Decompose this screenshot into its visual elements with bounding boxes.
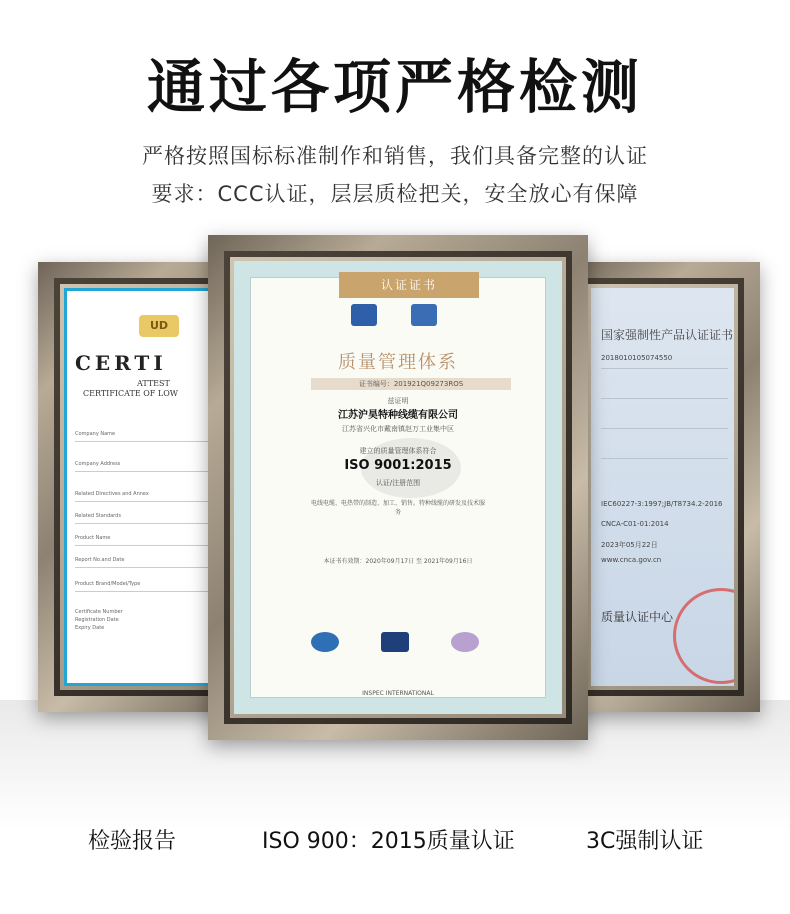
- divider: [601, 368, 728, 369]
- report-row: Company Name: [75, 431, 116, 437]
- certificate-conformity: 建立的质量管理体系符合: [359, 447, 437, 455]
- certificate-footer: INSPEC INTERNATIONAL: [362, 690, 434, 697]
- divider: [601, 458, 728, 459]
- frame-inner-moulding: [587, 284, 738, 690]
- divider: [75, 567, 225, 568]
- caption-ccc-certification: 3C强制认证: [586, 829, 704, 854]
- frame-moulding: [224, 251, 572, 724]
- divider: [75, 591, 225, 592]
- iso-certificate-document: [234, 261, 562, 714]
- frame-moulding: [581, 278, 744, 696]
- certificate-standard: ISO 9001:2015: [344, 458, 452, 473]
- ccc-rule: CNCA-C01-01:2014: [601, 520, 669, 528]
- ukas-badge-icon: [381, 632, 409, 652]
- ccc-number: 2018010105074550: [601, 354, 673, 362]
- certificate-ribbon: 认证证书: [339, 272, 479, 298]
- certificate-title: 质量管理体系: [338, 352, 458, 373]
- certificate-company: 江苏沪昊特种线缆有限公司: [338, 410, 458, 421]
- ccc-certificate-frame: [565, 262, 760, 712]
- caption-iso-certification: ISO 900：2015质量认证: [262, 829, 515, 854]
- report-subtitle: CERTIFICATE OF LOW: [83, 389, 178, 398]
- divider: [75, 523, 225, 524]
- certificate-scope: 电线电缆、电热带的制造、加工、销售。特种线缆的研发及技术服务: [311, 500, 486, 516]
- certificate-address: 江苏省兴化市戴南镇赵万工业集中区: [342, 425, 454, 433]
- iaf-logo-icon: [311, 632, 339, 652]
- divider: [75, 501, 225, 502]
- subheadline-line2: 要求：CCC认证，层层质检把关，安全放心有保障: [151, 182, 639, 206]
- certificate-validity: 本证书有效期：2020年09月17日 至 2021年09月16日: [323, 558, 473, 565]
- report-row: Expiry Date: [75, 625, 105, 631]
- report-title: CERTI: [75, 351, 167, 375]
- certificate-scope-label: 认证/注册范围: [375, 479, 421, 487]
- red-seal-stamp: [673, 588, 734, 684]
- page-headline: 通过各项严格检测: [146, 53, 643, 121]
- ccc-standard: IEC60227-3:1997;JB/T8734.2-2016: [601, 500, 723, 508]
- divider: [75, 471, 225, 472]
- report-row: Related Directives and Annex: [75, 491, 149, 497]
- divider: [75, 441, 225, 442]
- report-row: Product Name: [75, 535, 111, 541]
- ccc-footer: 质量认证中心: [601, 610, 674, 624]
- ccc-date: 2023年05月22日: [601, 541, 658, 549]
- report-row: Company Address: [75, 461, 121, 467]
- report-row: Product Brand/Model/Type: [75, 581, 141, 587]
- subheadline-line1: 严格按照国标标准制作和销售，我们具备完整的认证: [142, 144, 648, 168]
- certification-logo-icon: [351, 304, 377, 326]
- ccc-title: 国家强制性产品认证证书: [601, 328, 734, 342]
- accreditation-seal-icon: [451, 632, 479, 652]
- ukas-logo-icon: [411, 304, 437, 326]
- report-row: Report No.and Date: [75, 557, 125, 563]
- test-report-document: [64, 288, 227, 686]
- report-row: Certificate Number: [75, 609, 123, 615]
- frame-inner-moulding: [230, 257, 566, 718]
- divider: [75, 545, 225, 546]
- certificate-paper: [250, 277, 546, 698]
- udc-logo: UD: [139, 315, 179, 337]
- report-row: Related Standards: [75, 513, 121, 519]
- frame-inner-moulding: [60, 284, 231, 690]
- divider: [601, 398, 728, 399]
- ccc-website: www.cnca.gov.cn: [601, 556, 662, 564]
- caption-test-report: 检验报告: [88, 829, 177, 854]
- report-row: Registration Date: [75, 617, 119, 623]
- report-attest: ATTEST: [137, 379, 170, 388]
- divider: [601, 428, 728, 429]
- iso-certificate-frame: [208, 235, 588, 740]
- certificate-holder-label: 兹证明: [387, 397, 409, 405]
- ccc-certificate-document: [591, 288, 734, 686]
- certificate-number: 证书编号：201921Q09273ROS: [311, 378, 511, 390]
